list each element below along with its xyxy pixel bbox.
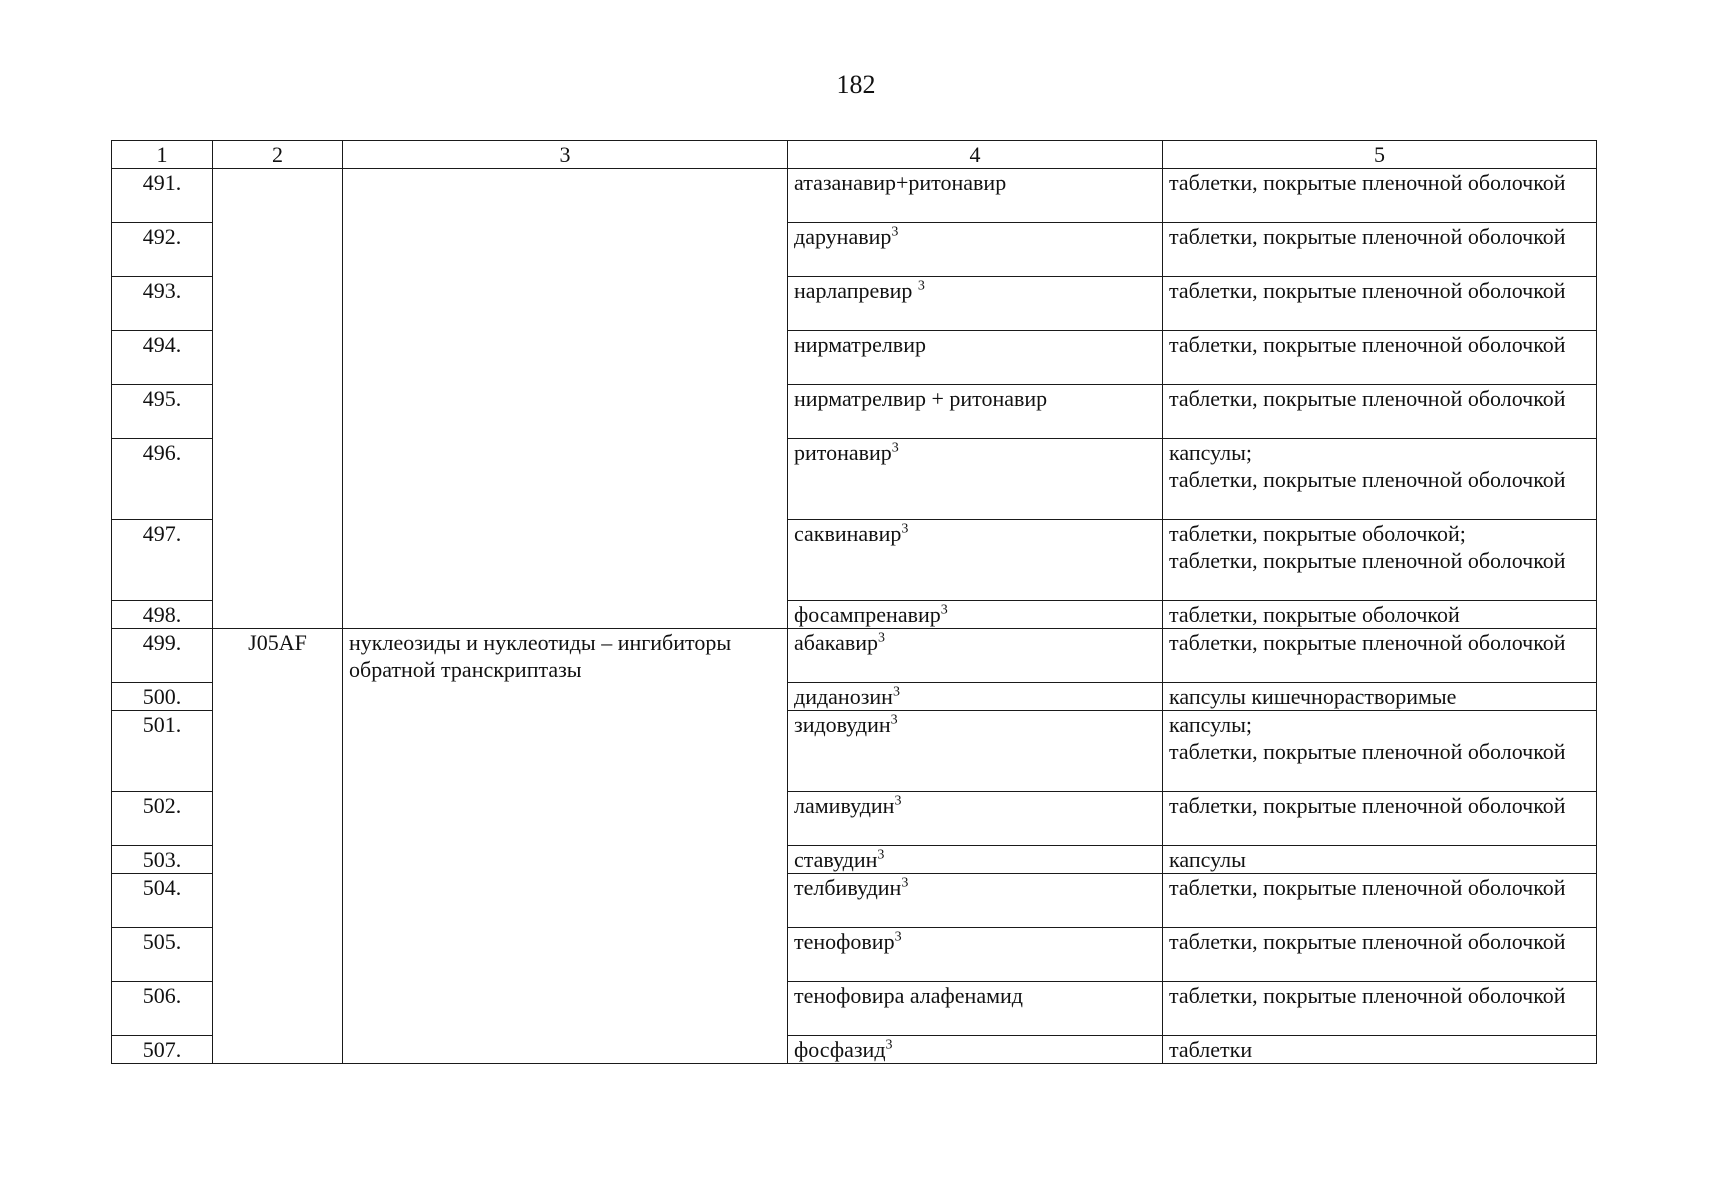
- dosage-form-cell: [1163, 601, 1597, 629]
- dosage-form-text: таблетки, покрытые пленочной оболочкой: [1169, 386, 1566, 411]
- dosage-form-text: таблетки, покрытые пленочной оболочкой: [1169, 278, 1566, 303]
- footnote-marker: 3: [890, 712, 898, 728]
- drug-name: фосампренавир: [794, 602, 941, 627]
- dosage-form-text: таблетки, покрытые пленочной оболочкой: [1169, 170, 1566, 195]
- atc-code-cell: J05AF: [213, 629, 343, 1064]
- row-number-cell: 491.: [112, 169, 213, 223]
- dosage-form-text: таблетки, покрытые пленочной оболочкой: [1169, 875, 1566, 900]
- column-header-4: 4: [788, 141, 1163, 169]
- page-number: 182: [836, 70, 876, 99]
- drug-name: нирматрелвир + ритонавир: [794, 386, 1048, 411]
- footnote-marker: 3: [894, 929, 902, 945]
- dosage-form-text: таблетки, покрытые пленочной оболочкой: [1169, 467, 1566, 492]
- group-name-cell: [343, 169, 788, 629]
- drug-name-cell: [788, 520, 1163, 601]
- dosage-form-cell: [1163, 792, 1597, 846]
- row-number-cell: 493.: [112, 277, 213, 331]
- footnote-marker: 3: [885, 1037, 893, 1053]
- row-number-cell: 495.: [112, 385, 213, 439]
- dosage-form-text: капсулы кишечнорастворимые: [1169, 684, 1457, 709]
- drug-name: саквинавир: [794, 521, 902, 546]
- row-number-cell: 505.: [112, 928, 213, 982]
- dosage-form-cell: [1163, 385, 1597, 439]
- dosage-form-text: таблетки, покрытые пленочной оболочкой: [1169, 739, 1566, 764]
- table-body: [112, 169, 1597, 1064]
- footnote-marker: 3: [877, 847, 885, 863]
- drug-name-cell: [788, 683, 1163, 711]
- row-number-cell: 501.: [112, 711, 213, 792]
- drug-name: ставудин: [794, 847, 878, 872]
- dosage-form-text: таблетки, покрытые пленочной оболочкой: [1169, 983, 1566, 1008]
- dosage-form-cell: [1163, 439, 1597, 520]
- drug-name: зидовудин: [794, 712, 891, 737]
- dosage-form-text: таблетки, покрытые пленочной оболочкой: [1169, 630, 1566, 655]
- drug-name-cell: [788, 277, 1163, 331]
- drug-name: тенофовир: [794, 929, 895, 954]
- footnote-marker: 3: [892, 684, 900, 700]
- row-number-cell: 499.: [112, 629, 213, 683]
- footnote-marker: 3: [901, 875, 909, 891]
- dosage-form-text: капсулы;: [1169, 712, 1252, 737]
- drug-name: ритонавир: [794, 440, 892, 465]
- drug-name-cell: [788, 874, 1163, 928]
- row-number-cell: 500.: [112, 683, 213, 711]
- dosage-form-text: таблетки, покрытые пленочной оболочкой: [1169, 548, 1566, 573]
- dosage-form-cell: [1163, 928, 1597, 982]
- dosage-form-text: капсулы: [1169, 847, 1246, 872]
- drug-name-cell: [788, 169, 1163, 223]
- drug-name-cell: [788, 792, 1163, 846]
- row-number-cell: 497.: [112, 520, 213, 601]
- drug-name-cell: [788, 711, 1163, 792]
- drug-name-cell: [788, 439, 1163, 520]
- drug-name: дарунавир: [794, 224, 892, 249]
- dosage-form-cell: [1163, 982, 1597, 1036]
- dosage-form-cell: [1163, 169, 1597, 223]
- drug-table: [111, 140, 1597, 1064]
- dosage-form-text: таблетки, покрытые пленочной оболочкой: [1169, 224, 1566, 249]
- row-number-cell: 502.: [112, 792, 213, 846]
- dosage-form-text: капсулы;: [1169, 440, 1252, 465]
- drug-name: диданозин: [794, 684, 893, 709]
- footnote-marker: 3: [940, 602, 948, 618]
- drug-name: фосфазид: [794, 1037, 886, 1062]
- column-header-5: 5: [1163, 141, 1597, 169]
- drug-name-cell: [788, 385, 1163, 439]
- drug-name: тенофовира алафенамид: [794, 983, 1023, 1008]
- footnote-marker: 3: [878, 630, 886, 646]
- footnote-marker: 3: [891, 440, 899, 456]
- dosage-form-cell: [1163, 1036, 1597, 1064]
- dosage-form-cell: [1163, 331, 1597, 385]
- row-number-cell: 504.: [112, 874, 213, 928]
- dosage-form-cell: [1163, 874, 1597, 928]
- row-number-cell: 494.: [112, 331, 213, 385]
- atc-code-cell: [213, 169, 343, 629]
- drug-name: атазанавир+ритонавир: [794, 170, 1007, 195]
- drug-name: телбивудин: [794, 875, 902, 900]
- group-name-cell: нуклеозиды и нуклеотиды – ингибиторы обратной транскриптазы: [343, 629, 788, 1064]
- drug-name-cell: [788, 223, 1163, 277]
- column-header-2: 2: [213, 141, 343, 169]
- column-header-1: 1: [112, 141, 213, 169]
- drug-name-cell: [788, 1036, 1163, 1064]
- footnote-marker: 3: [891, 224, 899, 240]
- table-header-row: [112, 141, 1597, 169]
- row-number-cell: 496.: [112, 439, 213, 520]
- drug-name: нарлапревир: [794, 278, 918, 303]
- dosage-form-cell: [1163, 520, 1597, 601]
- dosage-form-cell: [1163, 277, 1597, 331]
- drug-name-cell: [788, 601, 1163, 629]
- dosage-form-cell: [1163, 223, 1597, 277]
- footnote-marker: 3: [894, 793, 902, 809]
- dosage-form-cell: [1163, 683, 1597, 711]
- table-row: [112, 169, 1597, 223]
- column-header-3: 3: [343, 141, 788, 169]
- dosage-form-text: таблетки, покрытые пленочной оболочкой: [1169, 793, 1566, 818]
- drug-name: нирматрелвир: [794, 332, 926, 357]
- dosage-form-cell: [1163, 846, 1597, 874]
- drug-name-cell: [788, 331, 1163, 385]
- drug-name-cell: [788, 928, 1163, 982]
- row-number-cell: 506.: [112, 982, 213, 1036]
- dosage-form-text: таблетки, покрытые оболочкой: [1169, 602, 1460, 627]
- drug-name: абакавир: [794, 630, 879, 655]
- dosage-form-text: таблетки, покрытые пленочной оболочкой: [1169, 929, 1566, 954]
- dosage-form-cell: [1163, 629, 1597, 683]
- drug-name-cell: [788, 629, 1163, 683]
- row-number-cell: 507.: [112, 1036, 213, 1064]
- dosage-form-text: таблетки, покрытые пленочной оболочкой: [1169, 332, 1566, 357]
- footnote-marker: 3: [917, 278, 925, 294]
- dosage-form-cell: [1163, 711, 1597, 792]
- drug-name: ламивудин: [794, 793, 895, 818]
- dosage-form-text: таблетки, покрытые оболочкой;: [1169, 521, 1466, 546]
- dosage-form-text: таблетки: [1169, 1037, 1253, 1062]
- drug-name-cell: [788, 982, 1163, 1036]
- footnote-marker: 3: [901, 521, 909, 537]
- row-number-cell: 498.: [112, 601, 213, 629]
- row-number-cell: 492.: [112, 223, 213, 277]
- row-number-cell: 503.: [112, 846, 213, 874]
- table-row: [112, 629, 1597, 683]
- drug-name-cell: [788, 846, 1163, 874]
